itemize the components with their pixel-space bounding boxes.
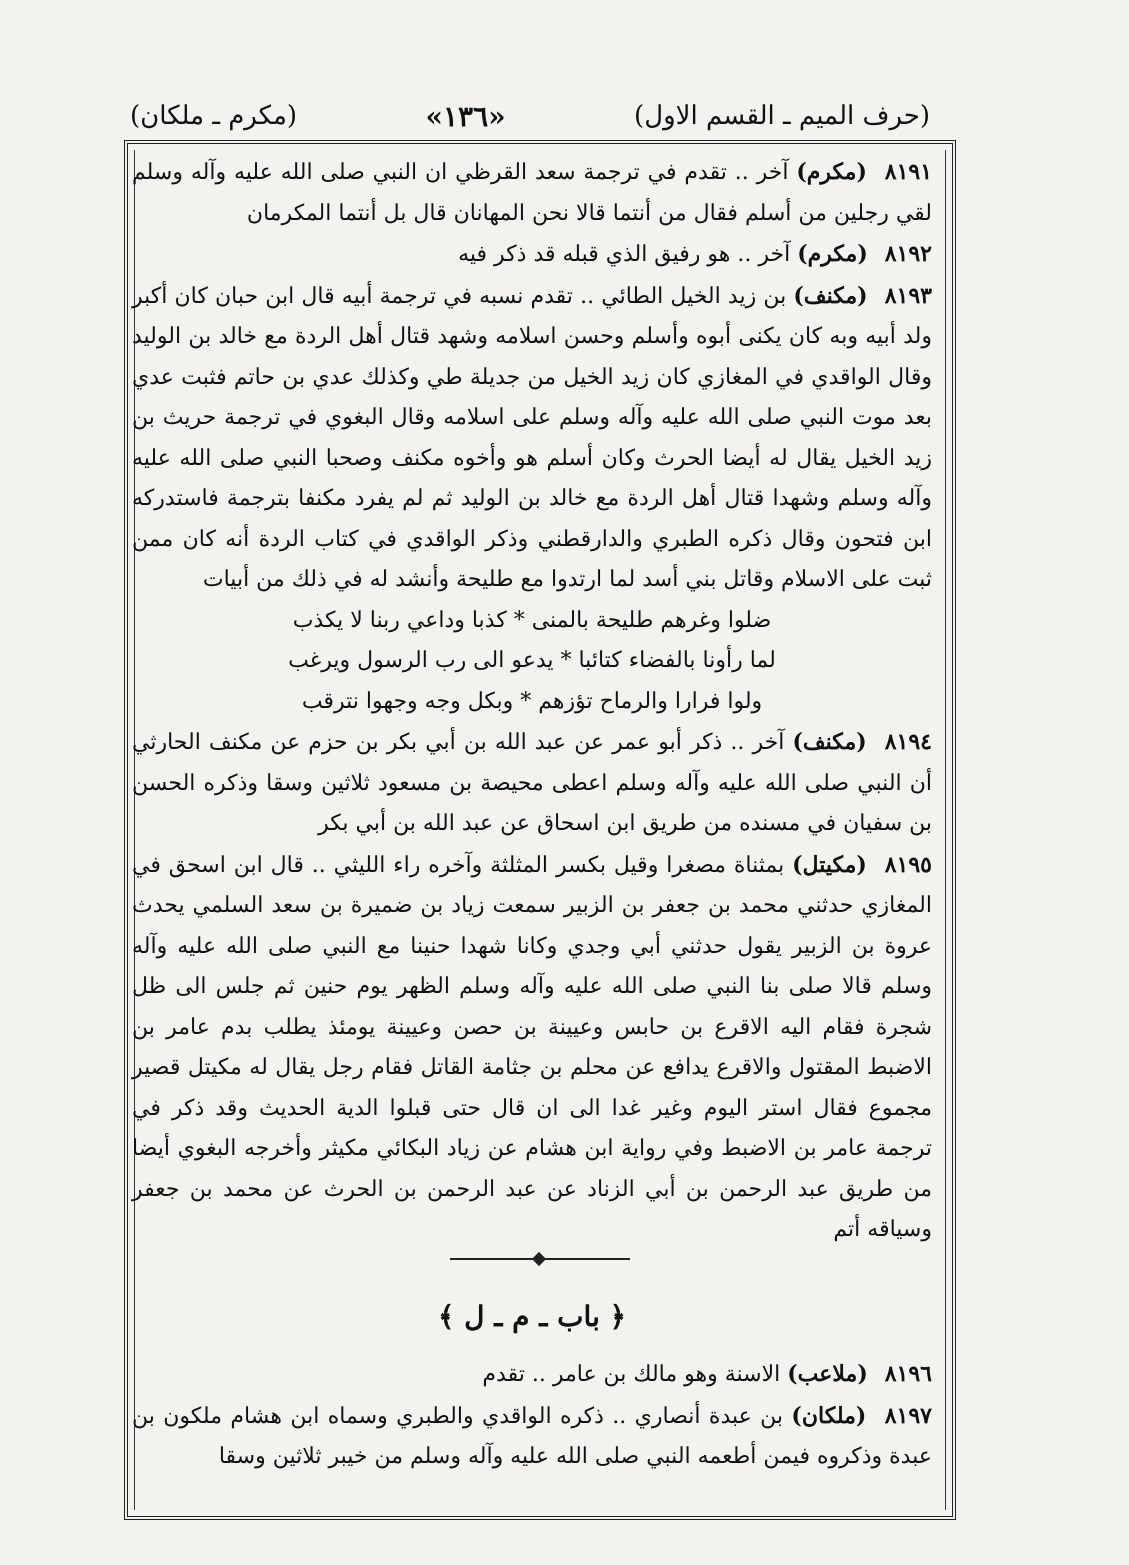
entry-name: (ملكان) xyxy=(791,1402,867,1429)
entry-8191 xyxy=(132,152,932,234)
main-text xyxy=(132,152,932,1251)
entry-8194 xyxy=(132,722,932,845)
verse-line: لما رأونا بالفضاء كتائبا * يدعو الى رب الرسول ويرغب xyxy=(288,648,776,673)
entry-number: ٨١٩٦ xyxy=(884,1361,932,1387)
entry-text: بن زيد الخيل الطائي .. تقدم نسبه في ترجمة أبيه قال ابن حبان كان أكبر ولد أبيه وبه كان يكنى أبوه وأسلم وحسن اسلامه وشهد قتال أهل الردة مع خالد بن الوليد وقال الواقدي في المغازي كان زيد الخيل من جديلة طي وكذلك عدي بن حاتم فثبت عدي بعد موت النبي صلى الله عليه وآله وسلم على اسلامه وقال البغوي في ترجمة حريث بن زيد الخيل يقال له أيضا الحرث وكان أسلم هو وأخوه مكنف وصحبا النبي صلى الله عليه وآله وسلم وشهدا قتال أهل الردة مع خالد بن الوليد ثم لم يفرد مكنفا بترجمة فاستدركه ابن فتحون وقال ذكره الطبري والدارقطني وذكر الواقدي في كتاب الردة أنه كان ممن ثبت على الاسلام وقاتل بني أسد لما ارتدوا مع طليحة وأنشد له في ذلك من أبيات xyxy=(132,283,932,592)
entry-name: (مكرم) xyxy=(796,159,867,185)
entry-number: ٨١٩٢ xyxy=(884,241,932,267)
entry-8196 xyxy=(132,1354,932,1396)
verse-line: ولوا فرارا والرماح تؤزهم * وبكل وجه وجهوا نترقب xyxy=(301,688,763,714)
entry-name: (مكيتل) xyxy=(792,851,867,878)
entry-text: بن عبدة أنصاري .. ذكره الواقدي والطبري وسماه ابن هشام ملكون بن عبدة وذكروه فيمن أطعمه النبي صلى الله عليه وآله وسلم من خيبر ثلاثين وسقا xyxy=(132,1403,932,1469)
entry-number: ٨١٩٧ xyxy=(884,1402,932,1429)
entry-number: ٨١٩٣ xyxy=(884,282,932,309)
entry-text: آخر .. ذكر أبو عمر عن عبد الله بن أبي بكر بن حزم عن مكنف الحارثي أن النبي صلى الله عليه وآله وسلم اعطى محيصة بن مسعود ثلاثين وسقا وذكره الحسن بن سفيان في مسنده من طريق ابن اسحاق عن عبد الله بن أبي بكر xyxy=(132,730,932,836)
entry-name: (مكرم) xyxy=(797,241,868,267)
entry-text: الاسنة وهو مالك بن عامر .. تقدم xyxy=(482,1362,781,1387)
entry-name: (ملاعب) xyxy=(787,1361,868,1387)
entry-number: ٨١٩٥ xyxy=(884,851,932,878)
header-entry-range: (مكرم ـ ملكان) xyxy=(130,101,298,131)
entry-number: ٨١٩١ xyxy=(884,159,933,185)
page-header xyxy=(130,96,930,136)
entry-text: آخر .. هو رفيق الذي قبله قد ذكر فيه xyxy=(458,242,791,267)
entry-8197 xyxy=(132,1396,932,1478)
entry-8193 xyxy=(132,276,932,601)
entry-text: بمثناة مصغرا وقيل بكسر المثلثة وآخره راء الليثي .. قال ابن اسحق في المغازي حدثني محمد بن جعفر بن الزبير سمعت زياد بن ضميرة بن سعد السلمي يحدث عروة بن الزبير يقول حدثني أبي وجدي وكانا شهدا حنينا مع النبي صلى الله عليه وآله وسلم قالا صلى بنا النبي صلى الله عليه وآله وسلم الظهر يوم حنين ثم جلس الى ظل شجرة فقام اليه الاقرع بن حابس وعيينة بن حصن وعيينة يومئذ يطلب بدم عامر بن الاضبط المقتول والاقرع يدافع عن محلم بن جثامة القاتل فقام رجل يقال له مكيتل قصير مجموع فقال استر اليوم وغير غدا الى ان قال حتى قبلوا الدية الحديث وقد ذكر في ترجمة عامر بن الاضبط وفي رواية ابن هشام عن زياد البكائي مكيثر وأخرجه البغوي أيضا من طريق عبد الرحمن بن أبي الزناد عن عبد الرحمن بن الحرث عن محمد بن جعفر وسياقه أتم xyxy=(132,852,932,1242)
entry-8195 xyxy=(132,845,932,1251)
divider-diamond-icon xyxy=(532,1252,546,1266)
page-number: «١٣٦» xyxy=(425,99,506,133)
entry-name: (مكنف) xyxy=(793,282,868,309)
entry-number: ٨١٩٤ xyxy=(884,729,932,755)
poem-verses xyxy=(132,601,932,723)
chapter-text xyxy=(132,1354,932,1478)
entry-name: (مكنف) xyxy=(792,729,867,755)
verse-line: ضلوا وغرهم طليحة بالمنى * كذبا وداعي ربنا لا يكذب xyxy=(292,607,772,633)
entry-text: آخر .. تقدم في ترجمة سعد القرظي ان النبي صلى الله عليه وآله وسلم لقي رجلين من أسلم فقال من أنتما قالا نحن المهانان قال بل أنتما المكرمان xyxy=(132,160,932,226)
section-divider xyxy=(450,1254,630,1264)
header-section-title: (حرف الميم ـ القسم الاول) xyxy=(634,101,930,131)
entry-8192 xyxy=(132,234,932,276)
chapter-heading: ﴿ باب ـ م ـ ل ﴾ xyxy=(437,1300,627,1333)
